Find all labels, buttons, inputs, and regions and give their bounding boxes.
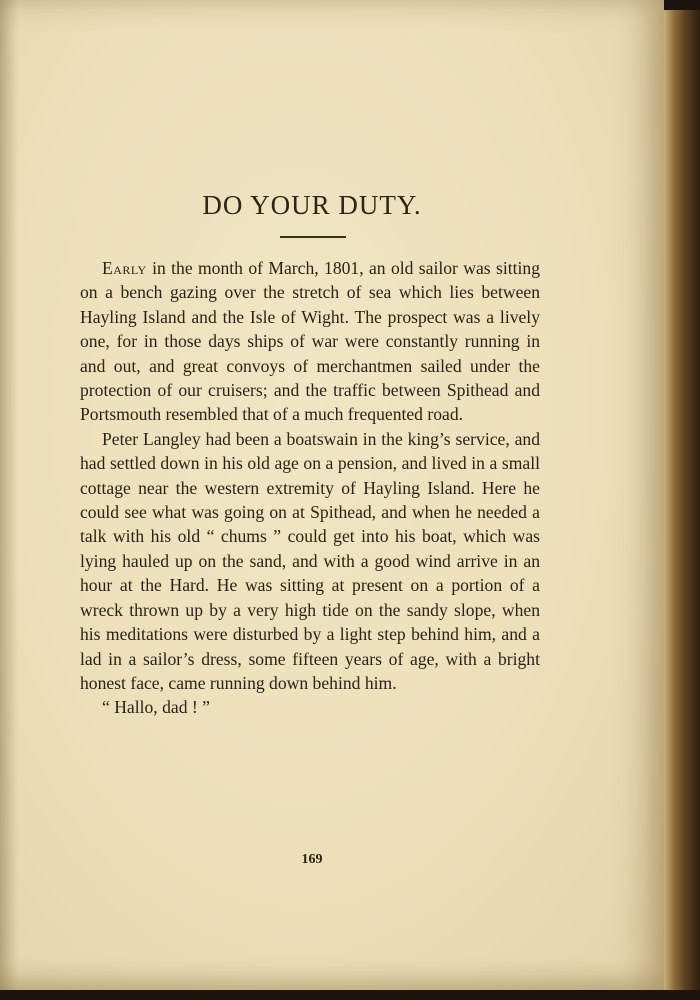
paragraph-1 [80,256,540,427]
page-edge [664,10,700,990]
page-number: 169 [301,852,323,867]
paragraph-2: Peter Langley had been a boatswain in the king’s service, and had settled down in his old age on a pension, and lived in a small cottage near the western extremity of Hayling Island. Here he could see what was going on at Spithead, and when he needed a talk with his old “ chums ” could get into his boat, which was lying hauled up on the sand, and with a good wind arrive in an hour at the Hard. He was sitting at present on a portion of a wreck thrown up by a very high tide on the sandy slope, when his meditations were disturbed by a light step behind him, and a lad in a sailor’s dress, some fifteen years of age, with a bright honest face, came running down behind him. [80,428,540,693]
paragraph-3: “ Hallo, dad ! ” [102,697,210,718]
chapter-body [80,256,540,720]
paragraph-1-lead: Early [102,258,147,278]
spine-shadow [0,0,18,990]
chapter-title: DO YOUR DUTY. [202,190,422,220]
paragraph-1-text: in the month of March, 1801, an old sailor was sitting on a bench gazing over the stretch of sea which lies between Hayling Island and the Isle of Wight. The prospect was a lively one, for in those days ships of war were constantly running in and out, and great convoys of merchantmen sailed under the protection of our cruisers; and the traffic between Spithead and Portsmouth resembled that of a much frequented road. [80,258,540,425]
title-rule [280,236,346,238]
